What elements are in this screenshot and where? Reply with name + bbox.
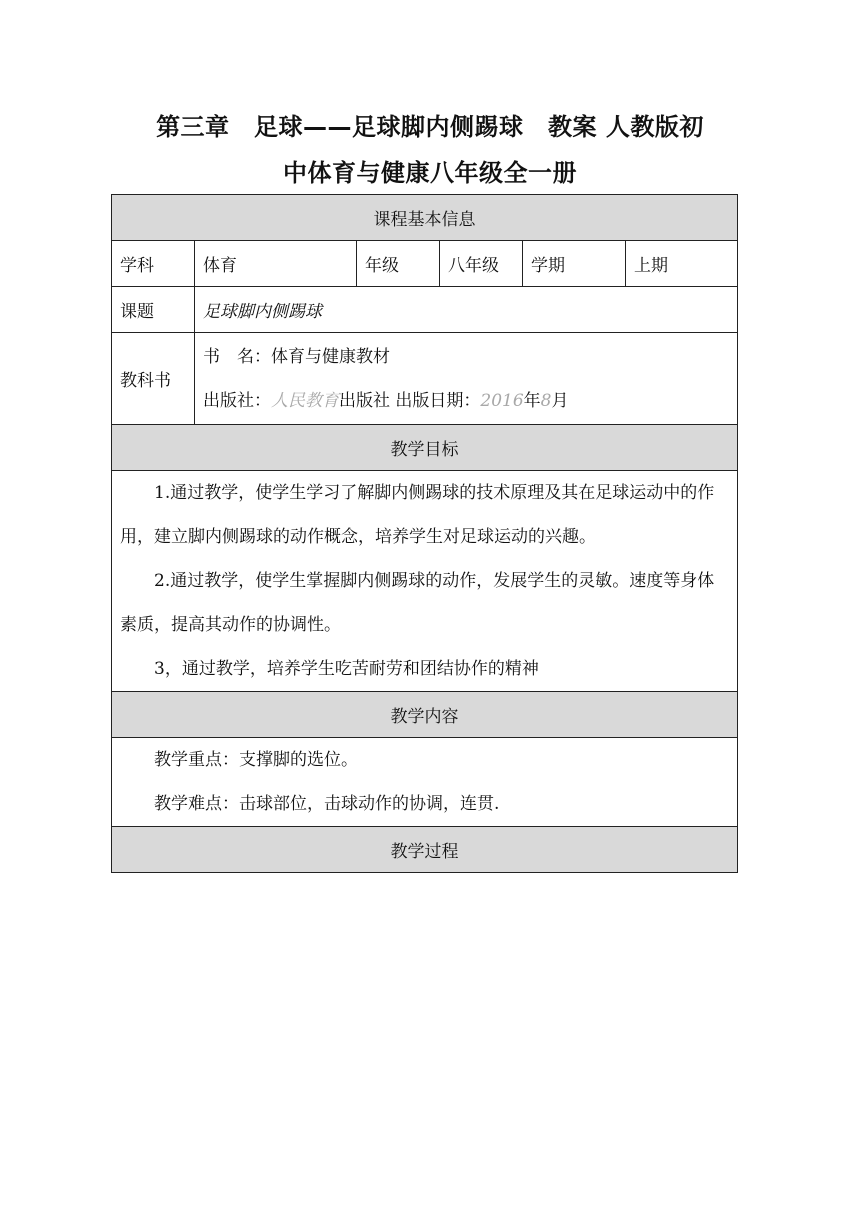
table-row-content: [112, 738, 738, 827]
document-title: [120, 104, 740, 196]
publisher-suffix: 出版社: [339, 390, 390, 411]
goal-item: 2.通过教学，使学生掌握脚内侧踢球的动作，发展学生的灵敏。速度等身体素质，提高其动作的协调性。: [120, 571, 715, 635]
textbook-label: 教科书: [112, 333, 195, 425]
title-line-1: 第三章 足球——足球脚内侧踢球 教案 人教版初: [156, 113, 704, 141]
publish-year: 2016: [480, 390, 524, 411]
key-point: 教学重点：支撑脚的选位。: [154, 750, 358, 770]
goals-content: [112, 471, 738, 692]
table-row-goals: [112, 471, 738, 692]
content-body: [112, 738, 738, 827]
publisher-line: [203, 379, 729, 423]
table-row-subject: [112, 241, 738, 287]
topic-label: 课题: [112, 287, 195, 333]
publish-date-label: 出版日期：: [395, 390, 481, 411]
section-header-goals: [112, 425, 738, 471]
section-header-basic-info: [112, 195, 738, 241]
book-name-value: 体育与健康教材: [271, 346, 390, 367]
difficult-point: 教学难点：击球部位，击球动作的协调，连贯.: [154, 794, 500, 814]
section-title: 教学过程: [112, 827, 738, 873]
section-header-content: [112, 692, 738, 738]
subject-label: 学科: [112, 241, 195, 287]
textbook-details: [195, 333, 738, 425]
publish-month: 8: [540, 390, 552, 411]
publisher-label: 出版社：: [203, 390, 271, 411]
term-label: 学期: [523, 241, 626, 287]
topic-value: 足球脚内侧踢球: [195, 287, 738, 333]
publisher-value: 人民教育: [271, 390, 339, 411]
book-name-label: 书 名：: [203, 346, 271, 367]
publish-month-unit: 月: [551, 390, 569, 411]
goal-item: 1.通过教学，使学生学习了解脚内侧踢球的技术原理及其在足球运动中的作用，建立脚内侧踢球的动作概念，培养学生对足球运动的兴趣。: [120, 483, 715, 547]
table-row-topic: [112, 287, 738, 333]
publish-year-unit: 年: [523, 390, 541, 411]
section-title: 教学内容: [112, 692, 738, 738]
grade-label: 年级: [357, 241, 440, 287]
grade-value: 八年级: [440, 241, 523, 287]
term-value: 上期: [626, 241, 738, 287]
subject-value: 体育: [195, 241, 357, 287]
table-row-textbook: [112, 333, 738, 425]
section-title: 课程基本信息: [112, 195, 738, 241]
title-line-2: 中体育与健康八年级全一册: [283, 159, 577, 187]
book-name-line: [203, 335, 729, 379]
goal-item: 3，通过教学，培养学生吃苦耐劳和团结协作的精神: [154, 659, 539, 679]
lesson-plan-table: [111, 194, 738, 873]
section-title: 教学目标: [112, 425, 738, 471]
section-header-process: [112, 827, 738, 873]
